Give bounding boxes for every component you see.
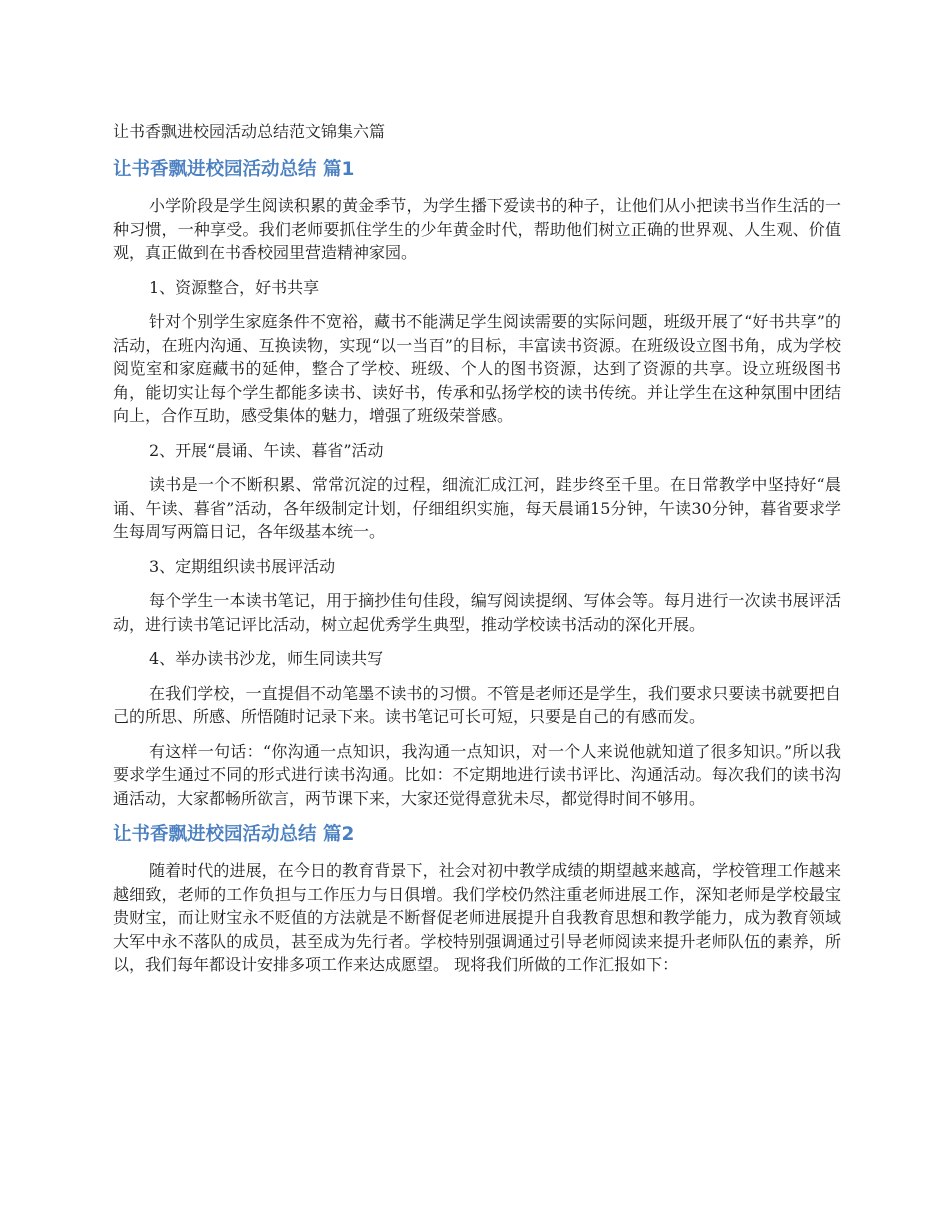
- paragraph: 读书是一个不断积累、常常沉淀的过程，细流汇成江河，跬步终至千里。在日常教学中坚持好“晨诵、午读、暮省”活动，各年级制定计划，仔细组织实施，每天晨诵15分钟，午读30分钟，暮省要求学生每周写两篇日记，各年级基本统一。: [113, 475, 841, 541]
- paragraph: 小学阶段是学生阅读积累的黄金季节，为学生播下爱读书的种子，让他们从小把读书当作生活的一种习惯，一种享受。我们老师要抓住学生的少年黄金时代，帮助他们树立正确的世界观、人生观、价值观，真正做到在书香校园里营造精神家园。: [113, 196, 841, 262]
- section-2: [113, 821, 841, 977]
- section-heading: 让书香飘进校园活动总结 篇2: [113, 824, 355, 845]
- document-page: [113, 120, 841, 988]
- document-title: 让书香飘进校园活动总结范文锦集六篇: [113, 122, 386, 141]
- section-heading: 让书香飘进校园活动总结 篇1: [113, 159, 355, 180]
- paragraph: 随着时代的进展，在今日的教育背景下，社会对初中教学成绩的期望越来越高，学校管理工作越来越细致，老师的工作负担与工作压力与日俱增。我们学校仍然注重老师进展工作，深知老师是学校最宝贵财宝，而让财宝永不贬值的方法就是不断督促老师进展提升自我教育思想和教学能力，成为教育领域大军中永不落队的成员，甚至成为先行者。学校特别强调通过引导老师阅读来提升老师队伍的素养，所以，我们每年都设计安排多项工作来达成愿望。 现将我们所做的工作汇报如下：: [113, 861, 841, 974]
- subheading: 4、举办读书沙龙，师生同读共写: [149, 649, 384, 668]
- paragraph: 在我们学校，一直提倡不动笔墨不读书的习惯。不管是老师还是学生，我们要求只要读书就要把自己的所思、所感、所悟随时记录下来。读书笔记可长可短，只要是自己的有感而发。: [113, 683, 841, 726]
- subheading: 2、开展“晨诵、午读、暮省”活动: [149, 440, 384, 460]
- paragraph: 针对个别学生家庭条件不宽裕，藏书不能满足学生阅读需要的实际问题，班级开展了“好书共享”的活动，在班内沟通、互换读物，实现“以一当百”的目标，丰富读书资源。在班级设立图书角，成为学校阅览室和家庭藏书的延伸，整合了学校、班级、个人的图书资源，达到了资源的共享。设立班级图书角，能切实让每个学生都能多读书、读好书，传承和弘扬学校的读书传统。并让学生在这种氛围中团结向上，合作互助，感受集体的魅力，增强了班级荣誉感。: [113, 312, 841, 425]
- paragraph: 每个学生一本读书笔记，用于摘抄佳句佳段，编写阅读提纲、写体会等。每月进行一次读书展评活动，进行读书笔记评比活动，树立起优秀学生典型，推动学校读书活动的深化开展。: [113, 591, 841, 634]
- section-1: [113, 156, 841, 810]
- subheading: 1、资源整合，好书共享: [149, 277, 320, 297]
- paragraph: 有这样一句话：“你沟通一点知识，我沟通一点知识，对一个人来说他就知道了很多知识。”所以我要求学生通过不同的形式进行读书沟通。比如：不定期地进行读书评比、沟通活动。每次我们的读书沟通活动，大家都畅所欲言，两节课下来，大家还觉得意犹未尽，都觉得时间不够用。: [113, 741, 841, 808]
- subheading: 3、定期组织读书展评活动: [149, 556, 336, 576]
